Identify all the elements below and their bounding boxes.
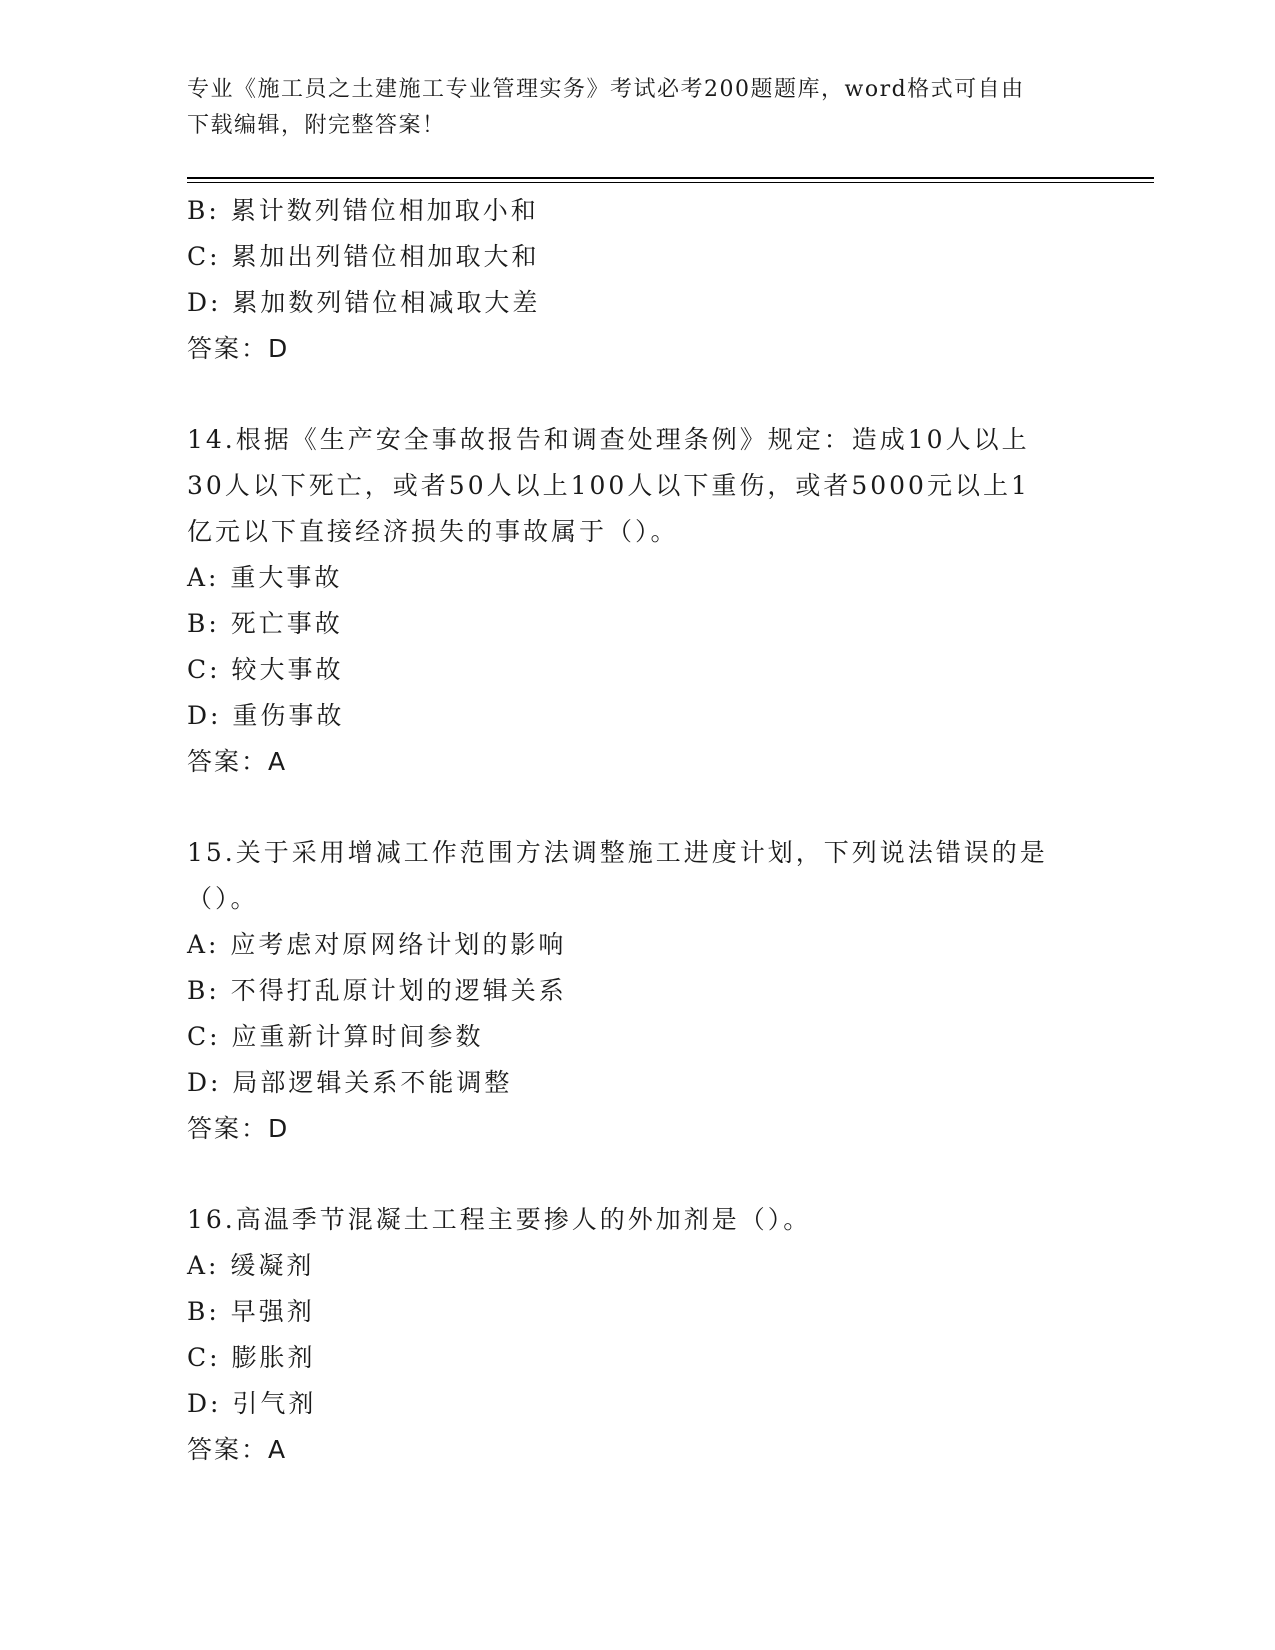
option-a: A: 缓凝剂: [187, 1251, 315, 1280]
option-b: B: 累计数列错位相加取小和: [187, 196, 539, 225]
question-content: [187, 188, 1087, 1473]
question-block-15: [187, 830, 1087, 1152]
spacer: [187, 372, 1087, 417]
option-c: C: 较大事故: [187, 655, 344, 684]
prev-question-block: [187, 188, 1087, 372]
option-c: C: 应重新计算时间参数: [187, 1022, 484, 1051]
answer-line: 答案：D: [187, 334, 290, 363]
option-a: A: 重大事故: [187, 563, 343, 592]
option-d: D: 局部逻辑关系不能调整: [187, 1068, 513, 1097]
option-c: C: 膨胀剂: [187, 1343, 316, 1372]
question-stem-line: （）。: [187, 884, 259, 913]
question-block-14: [187, 417, 1087, 785]
option-d: D: 重伤事故: [187, 701, 345, 730]
option-c: C: 累加出列错位相加取大和: [187, 242, 540, 271]
spacer: [187, 1152, 1087, 1197]
answer-line: 答案：A: [187, 747, 288, 776]
question-stem-line: 16.高温季节混凝土工程主要掺人的外加剂是（）。: [187, 1205, 812, 1234]
question-block-16: [187, 1197, 1087, 1473]
option-b: B: 早强剂: [187, 1297, 315, 1326]
header-line-2: 下载编辑，附完整答案！: [187, 113, 446, 138]
question-stem-line: 30人以下死亡，或者50人以上100人以下重伤，或者5000元以上1: [187, 471, 1030, 500]
option-d: D: 累加数列错位相减取大差: [187, 288, 541, 317]
page-header: [187, 72, 1087, 144]
answer-line: 答案：A: [187, 1435, 288, 1464]
question-stem-line: 15.关于采用增减工作范围方法调整施工进度计划，下列说法错误的是: [187, 838, 1048, 867]
option-d: D: 引气剂: [187, 1389, 317, 1418]
header-divider-thin: [187, 182, 1154, 183]
option-b: B: 死亡事故: [187, 609, 343, 638]
answer-line: 答案：D: [187, 1114, 290, 1143]
option-b: B: 不得打乱原计划的逻辑关系: [187, 976, 567, 1005]
question-stem-line: 亿元以下直接经济损失的事故属于（）。: [187, 517, 679, 546]
header-divider-thick: [187, 177, 1154, 179]
question-stem-line: 14.根据《生产安全事故报告和调查处理条例》规定：造成10人以上: [187, 425, 1030, 454]
header-line-1: 专业《施工员之土建施工专业管理实务》考试必考200题题库，word格式可自由: [187, 77, 1025, 102]
spacer: [187, 785, 1087, 830]
option-a: A: 应考虑对原网络计划的影响: [187, 930, 567, 959]
